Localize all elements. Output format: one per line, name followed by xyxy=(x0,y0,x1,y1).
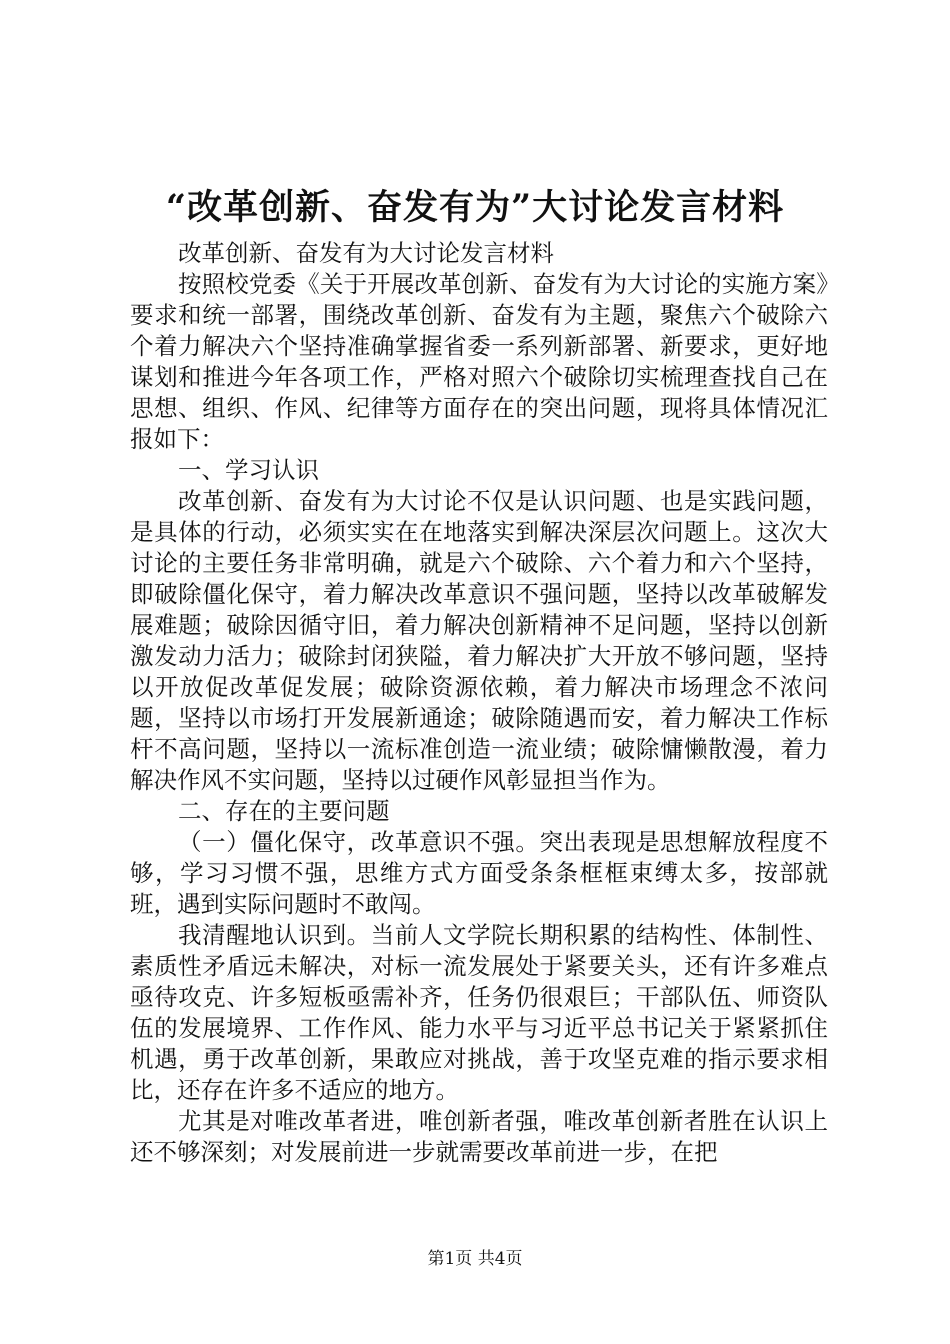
document-body xyxy=(130,238,828,1168)
section-heading-problems: 二、存在的主要问题 xyxy=(178,797,390,825)
paragraph-intro: 按照校党委《关于开展改革创新、奋发有为大讨论的实施方案》要求和统一部署，围绕改革创新、奋发有为主题，聚焦六个破除六个着力解决六个坚持准确掌握省委一系列新部署、新要求，更好地谋划和推进今年各项工作，严格对照六个破除切实梳理查找自己在思想、组织、作风、纪律等方面存在的突出问题，现将具体情况汇报如下： xyxy=(130,270,828,453)
paragraph-problem-1: （一）僵化保守，改革意识不强。突出表现是思想解放程度不够，学习习惯不强，思维方式方面受条条框框束缚太多，按部就班，遇到实际问题时不敢闯。 xyxy=(130,828,828,918)
document-title: “改革创新、奋发有为”大讨论发言材料 xyxy=(165,187,785,228)
paragraph-awareness: 我清醒地认识到。当前人文学院长期积累的结构性、体制性、素质性矛盾远未解决，对标一流发展处于紧要关头，还有许多难点亟待攻克、许多短板亟需补齐，任务仍很艰巨；干部队伍、师资队伍的发展境界、工作作风、能力水平与习近平总书记关于紧紧抓住机遇，勇于改革创新，果敢应对挑战，善于攻坚克难的指示要求相比，还存在许多不适应的地方。 xyxy=(130,921,828,1104)
paragraph-learning: 改革创新、奋发有为大讨论不仅是认识问题、也是实践问题，是具体的行动，必须实实在在地落实到解决深层次问题上。这次大讨论的主要任务非常明确，就是六个破除、六个着力和六个坚持，即破除僵化保守，着力解决改革意识不强问题，坚持以改革破解发展难题；破除因循守旧，着力解决创新精神不足问题，坚持以创新激发动力活力；破除封闭狭隘，着力解决扩大开放不够问题，坚持以开放促改革促发展；破除资源依赖，着力解决市场理念不浓问题，坚持以市场打开发展新通途；破除随遇而安，着力解决工作标杆不高问题，坚持以一流标准创造一流业绩；破除慵懒散漫，着力解决作风不实问题，坚持以过硬作风彰显担当作为。 xyxy=(130,487,828,794)
paragraph-subtitle: 改革创新、奋发有为大讨论发言材料 xyxy=(178,239,554,267)
section-heading-learning: 一、学习认识 xyxy=(178,456,319,484)
paragraph-especially: 尤其是对唯改革者进，唯创新者强，唯改革创新者胜在认识上还不够深刻；对发展前进一步就需要改革前进一步，在把 xyxy=(130,1107,828,1166)
page-footer: 第1页 共4页 xyxy=(427,1249,523,1269)
